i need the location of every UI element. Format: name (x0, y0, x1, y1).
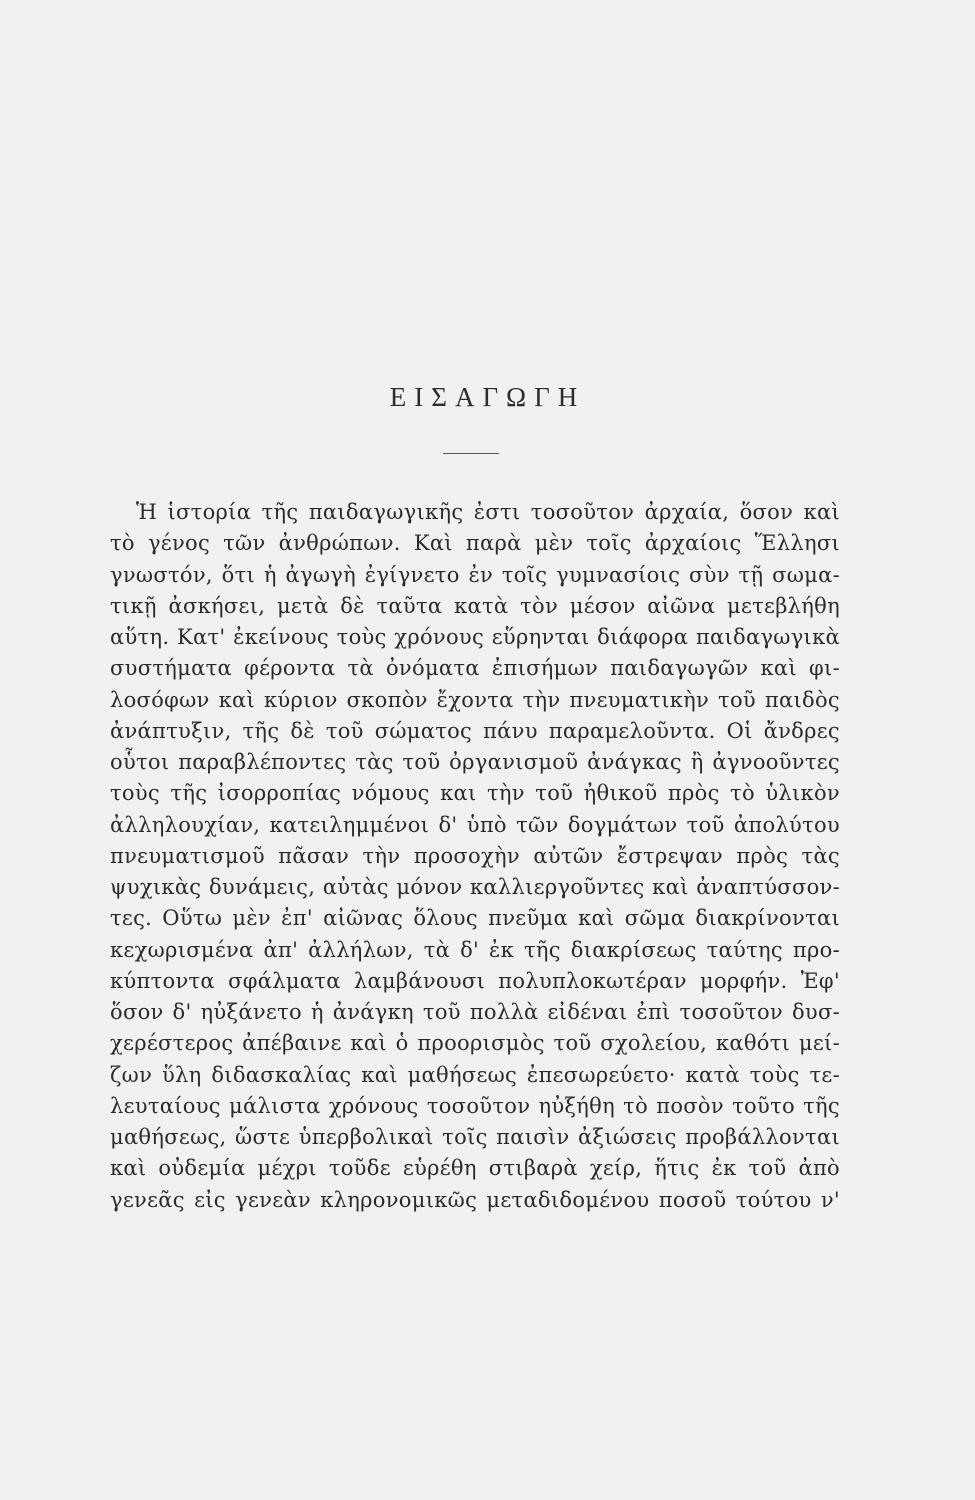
text-line: λευταίους μάλιστα χρόνους τοσοῦτον ηὐξήθη τὸ ποσὸν τοῦτο τῆς (110, 1093, 840, 1118)
text-line: κύπτοντα σφάλματα λαμβάνουσι πολυπλοκωτέραν μορφήν. Ἐφ' (110, 968, 840, 993)
text-line: συστήματα φέροντα τὰ ὀνόματα ἐπισήμων παιδαγωγῶν καὶ φι- (110, 656, 840, 681)
chapter-title: ΕΙΣΑΓΩΓΗ (389, 382, 586, 412)
text-line: πνευματισμοῦ πᾶσαν τὴν προσοχὴν αὐτῶν ἔστρεψαν πρὸς τὰς (110, 843, 840, 868)
text-line: τικῇ ἀσκήσει, μετὰ δὲ ταῦτα κατὰ τὸν μέσον αἰῶνα μετεβλήθη (110, 593, 840, 618)
text-line: μαθήσεως, ὥστε ὑπερβολικαὶ τοῖς παισὶν ἀξιώσεις προβάλλονται (110, 1125, 840, 1149)
text-line: χερέστερος ἀπέβαινε καὶ ὁ προορισμὸς τοῦ σχολείου, καθότι μεί- (110, 1031, 840, 1056)
body-paragraph (110, 497, 840, 1216)
text-line: Ἡ ἱστορία τῆς παιδαγωγικῆς ἐστι τοσοῦτον ἀρχαία, ὅσον καὶ (136, 500, 840, 524)
text-line: γενεᾶς εἰς γενεὰν κληρονομικῶς μεταδιδομένου ποσοῦ τούτου ν' (110, 1187, 840, 1212)
text-line: ἀλληλουχίαν, κατειλημμένοι δ' ὑπὸ τῶν δογμάτων τοῦ ἀπολύτου (110, 812, 840, 837)
text-line: τοὺς τῆς ἰσορροπίας νόμους και τὴν τοῦ ἠθικοῦ πρὸς τὸ ὑλικὸν (110, 781, 840, 806)
text-line: ὅσον δ' ηὐξάνετο ἡ ἀνάγκη τοῦ πολλὰ εἰδέναι ἐπὶ τοσοῦτον δυσ- (110, 1000, 840, 1024)
text-line: ψυχικὰς δυνάμεις, αὐτὰς μόνον καλλιεργοῦντες καὶ ἀναπτύσσον- (110, 875, 840, 899)
text-line: γνωστόν, ὅτι ἡ ἀγωγὴ ἐγίγνετο ἐν τοῖς γυμνασίοις σὺν τῇ σωμα- (110, 562, 840, 587)
text-line: ζων ὕλη διδασκαλίας καὶ μαθήσεως ἐπεσωρεύετο· κατὰ τοὺς τε- (110, 1062, 840, 1087)
text-line: τὸ γένος τῶν ἀνθρώπων. Καὶ παρὰ μὲν τοῖς ἀρχαίοις Ἕλλησι (110, 531, 840, 556)
text-line: τες. Οὕτω μὲν ἐπ' αἰῶνας ὅλους πνεῦμα καὶ σῶμα διακρίνονται (110, 906, 840, 931)
text-line: καὶ οὐδεμία μέχρι τοῦδε εὑρέθη στιβαρὰ χείρ, ἥτις ἐκ τοῦ ἀπὸ (110, 1156, 840, 1181)
text-line: κεχωρισμένα ἀπ' ἀλλήλων, τὰ δ' ἐκ τῆς διακρίσεως ταύτης προ- (110, 937, 840, 962)
title-divider (443, 453, 499, 454)
text-line: αὕτη. Κατ' ἐκείνους τοὺς χρόνους εὕρηνται διάφορα παιδαγωγικὰ (110, 625, 840, 649)
text-line: οὗτοι παραβλέποντες τὰς τοῦ ὀργανισμοῦ ἀνάγκας ἢ ἀγνοοῦντες (110, 750, 840, 774)
text-line: λοσόφων καὶ κύριον σκοπὸν ἔχοντα τὴν πνευματικὴν τοῦ παιδὸς (110, 687, 840, 712)
text-line: ἀνάπτυξιν, τῆς δὲ τοῦ σώματος πάνυ παραμελοῦντα. Οἱ ἄνδρες (110, 718, 840, 743)
